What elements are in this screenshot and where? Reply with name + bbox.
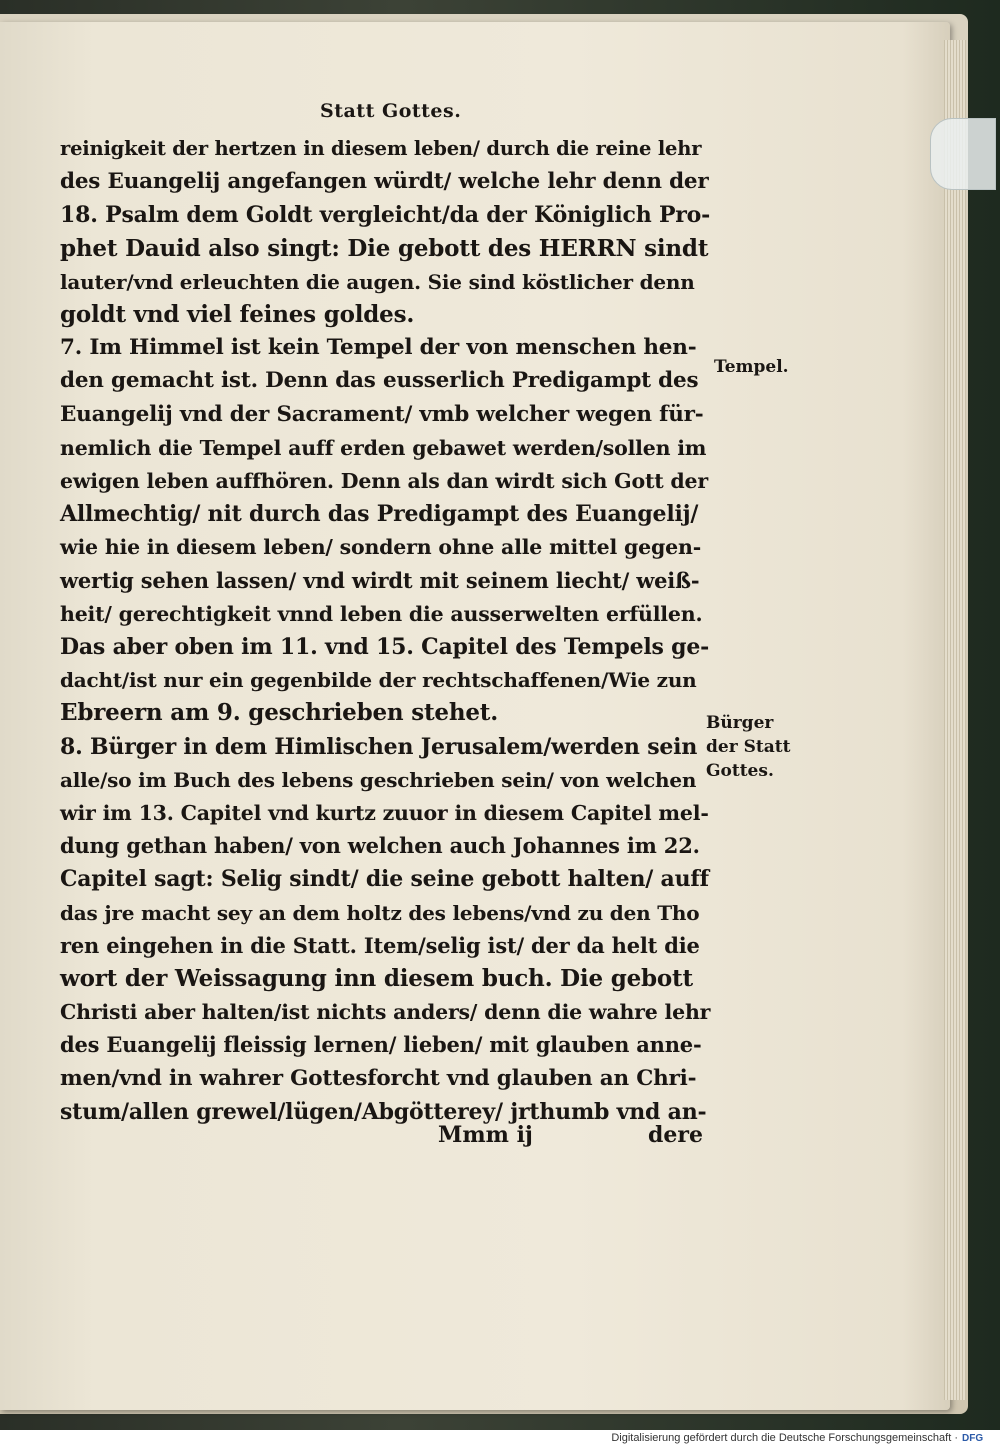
- text-line: dung gethan haben/ von welchen auch Johannes im 22.: [60, 833, 700, 858]
- text-line: men/vnd in wahrer Gottesforcht vnd glauben an Chri-: [60, 1066, 697, 1091]
- text-line: nemlich die Tempel auff erden gebawet werden/sollen im: [60, 436, 707, 460]
- text-line: lauter/vnd erleuchten die augen. Sie sind köstlicher denn: [60, 270, 695, 294]
- text-line: 8. Bürger in dem Himlischen Jerusalem/werden sein: [60, 734, 698, 760]
- catchword: dere: [648, 1122, 703, 1148]
- text-line: den gemacht ist. Denn das eusserlich Predigampt des: [60, 368, 699, 393]
- text-line: wie hie in diesem leben/ sondern ohne alle mittel gegen-: [60, 535, 702, 559]
- text-line: 18. Psalm dem Goldt vergleicht/da der Königlich Pro-: [60, 202, 711, 228]
- signature-mark: Mmm ij: [438, 1122, 533, 1148]
- text-line: Christi aber halten/ist nichts anders/ denn die wahre lehr: [60, 1000, 711, 1024]
- footer-credit: Digitalisierung gefördert durch die Deutsche Forschungsgemeinschaft ·: [611, 1432, 958, 1444]
- text-line: ren eingehen in die Statt. Item/selig ist/ der da helt die: [60, 933, 700, 958]
- text-line: stum/allen grewel/lügen/Abgötterey/ jrthumb vnd an-: [60, 1099, 707, 1125]
- text-line: ewigen leben auffhören. Denn als dan wirdt sich Gott der: [60, 469, 709, 493]
- text-line: des Euangelij fleissig lernen/ lieben/ mit glauben anne-: [60, 1032, 702, 1057]
- text-line: Capitel sagt: Selig sindt/ die seine gebott halten/ auff: [60, 866, 709, 892]
- text-line: Ebreern am 9. geschrieben stehet.: [60, 699, 499, 726]
- text-line: goldt vnd viel feines goldes.: [60, 301, 415, 328]
- text-line: des Euangelij angefangen würdt/ welche lehr denn der: [60, 169, 709, 194]
- text-line: Das aber oben im 11. vnd 15. Capitel des Tempels ge-: [60, 634, 710, 660]
- text-line: alle/so im Buch des lebens geschrieben sein/ von welchen: [60, 768, 697, 792]
- text-line: heit/ gerechtigkeit vnnd leben die ausserwelten erfüllen.: [60, 602, 703, 626]
- text-line: Euangelij vnd der Sacrament/ vmb welcher wegen für-: [60, 402, 704, 427]
- margin-note-buerger-3: Gottes.: [706, 761, 774, 781]
- text-line: wir im 13. Capitel vnd kurtz zuuor in diesem Capitel mel-: [60, 801, 709, 825]
- text-line: dacht/ist nur ein gegenbilde der rechtschaffenen/Wie zun: [60, 668, 697, 692]
- page-edges: [944, 40, 966, 1400]
- text-line: Allmechtig/ nit durch das Predigampt des Euangelij/: [60, 501, 699, 527]
- running-head: Statt Gottes.: [320, 100, 462, 122]
- margin-note-buerger-1: Bürger: [706, 713, 774, 733]
- page-clip-marker: [930, 118, 996, 190]
- text-line: das jre macht sey an dem holtz des lebens/vnd zu den Tho: [60, 901, 700, 925]
- dfg-logo: DFG: [962, 1433, 984, 1444]
- margin-note-buerger-2: der Statt: [706, 737, 791, 757]
- text-line: reinigkeit der hertzen in diesem leben/ durch die reine lehr: [60, 137, 702, 160]
- text-line: 7. Im Himmel ist kein Tempel der von menschen hen-: [60, 335, 697, 360]
- text-line: wertig sehen lassen/ vnd wirdt mit seinem liecht/ weiß-: [60, 568, 700, 593]
- text-line: wort der Weissagung inn diesem buch. Die gebott: [60, 965, 693, 992]
- margin-note-tempel: Tempel.: [714, 357, 789, 377]
- text-line: phet Dauid also singt: Die gebott des HERRN sindt: [60, 235, 709, 262]
